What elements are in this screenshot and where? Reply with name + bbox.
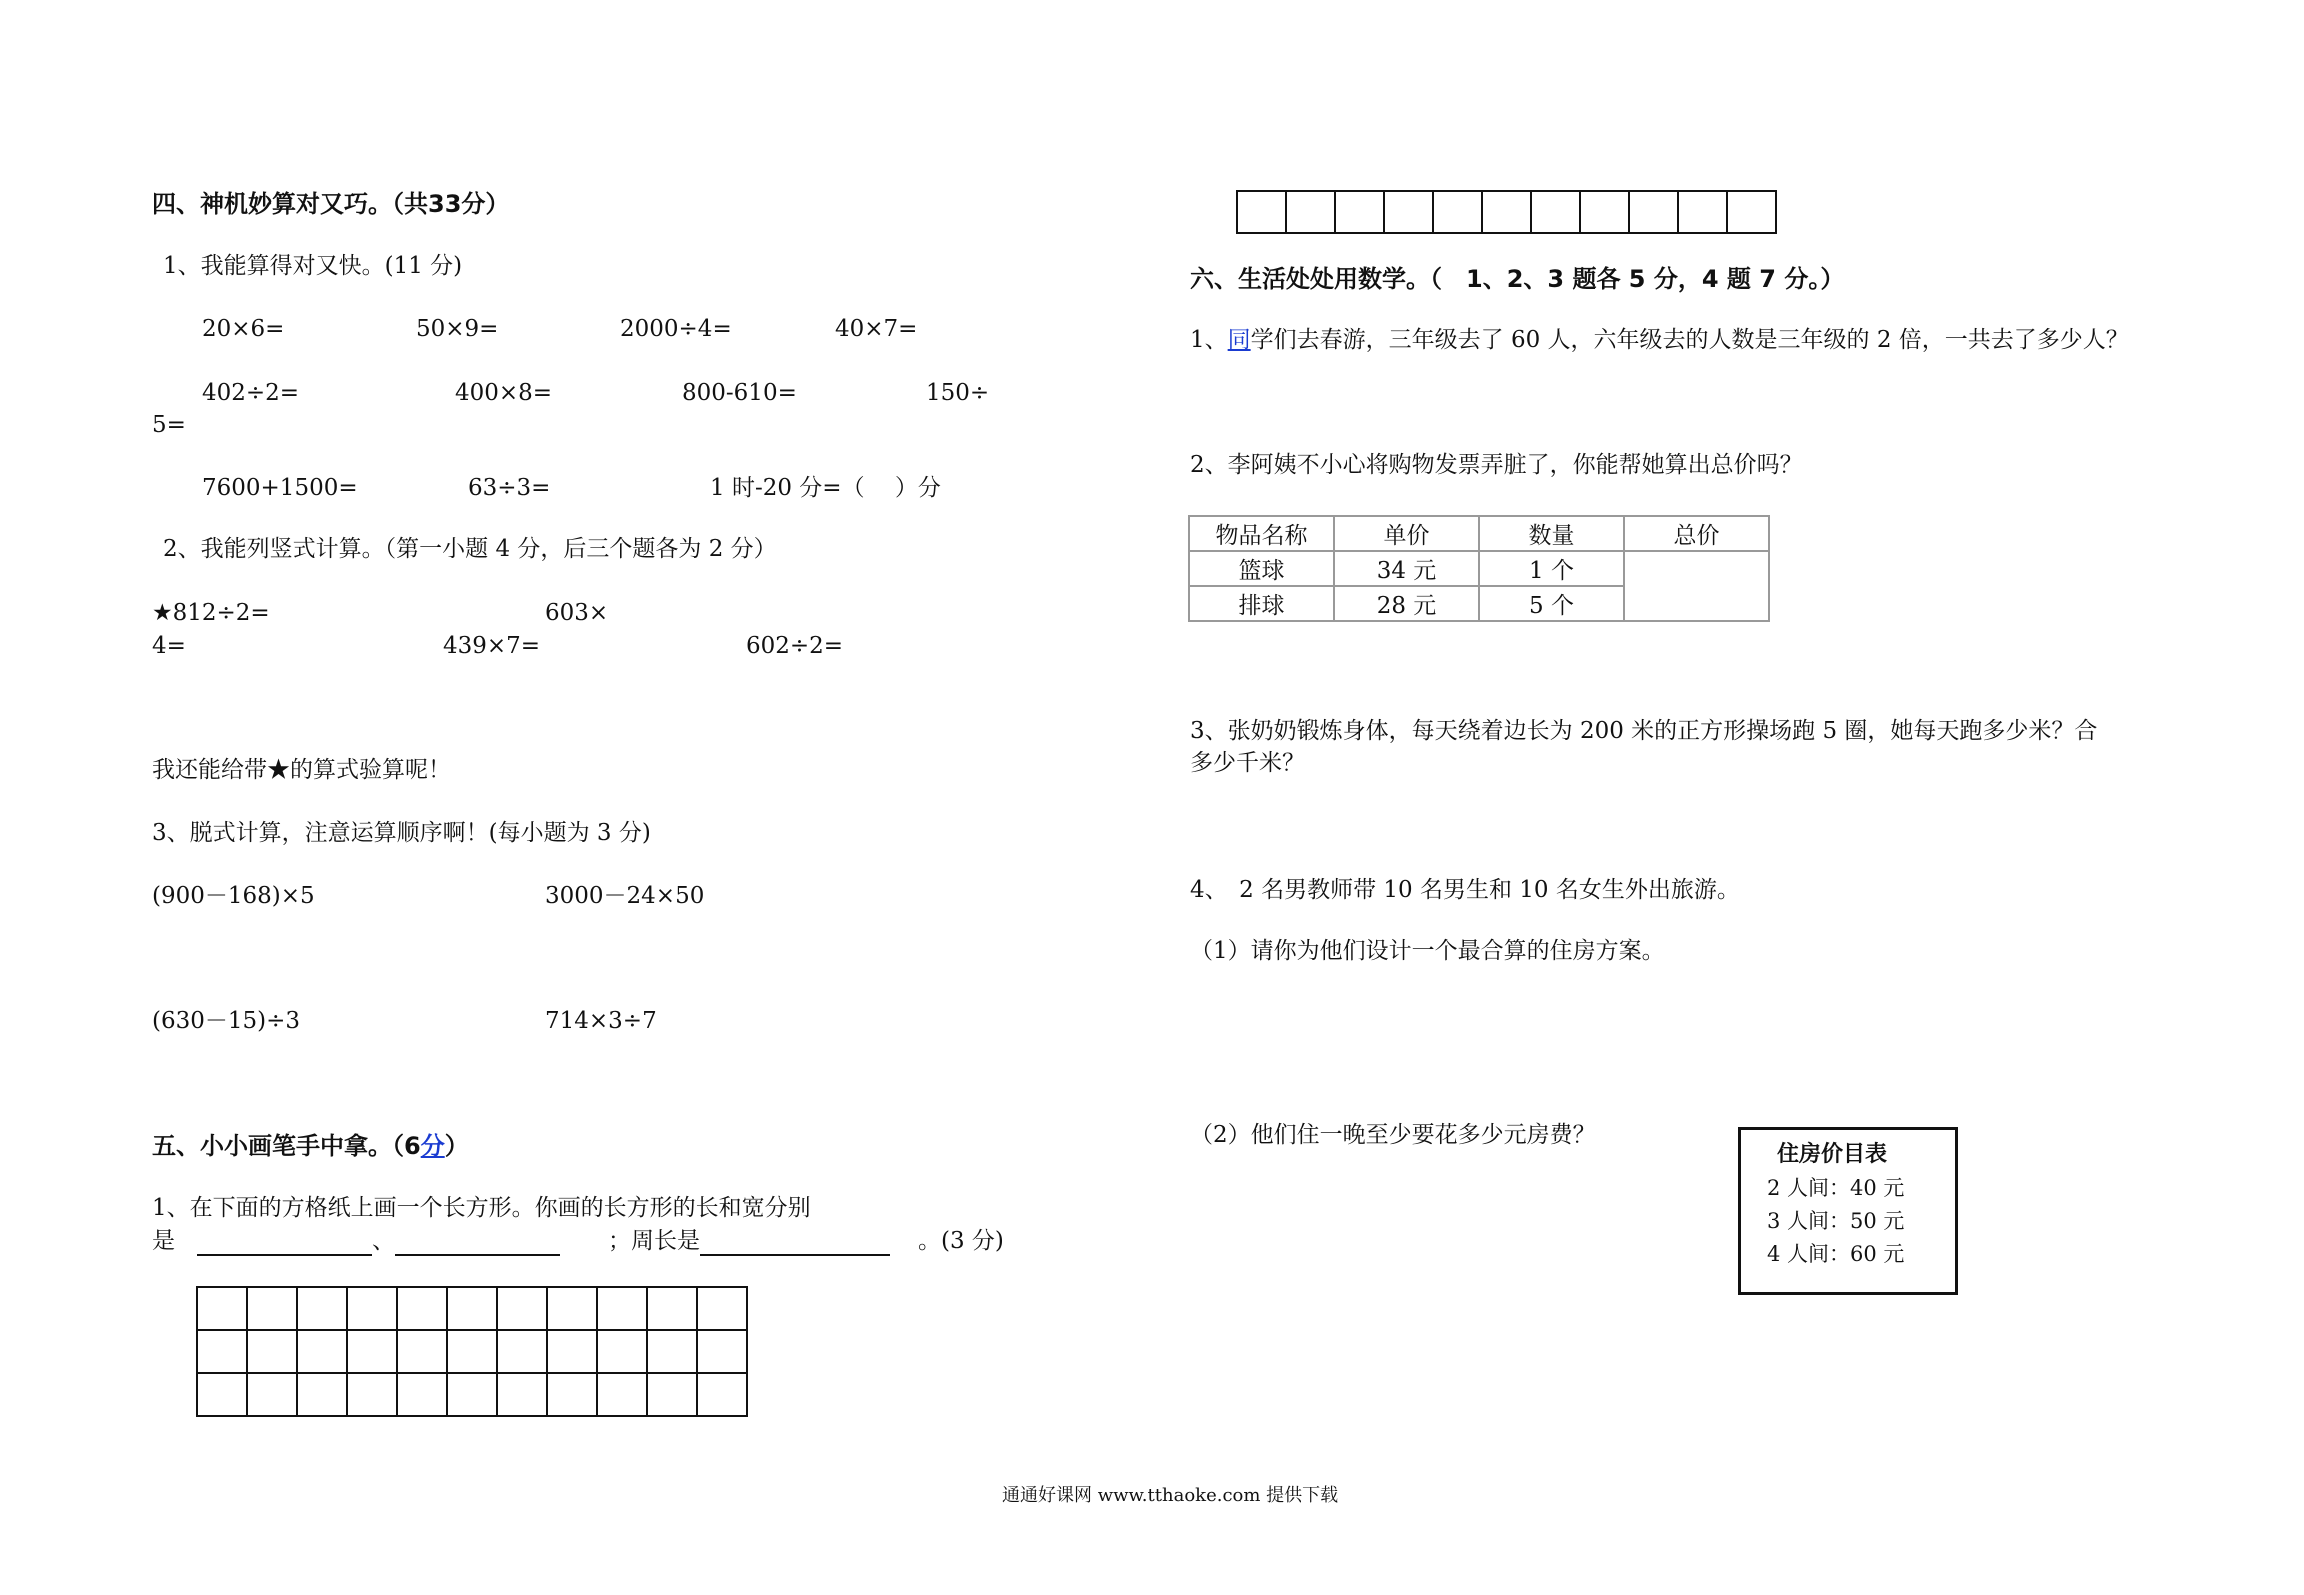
room-price-item: 3 人间：50 元 <box>1767 1209 1905 1233</box>
answer-grid[interactable] <box>1236 190 1777 234</box>
vertical-item: 4= <box>152 633 186 659</box>
s5-q1-line1: 1、在下面的方格纸上画一个长方形。你画的长方形的长和宽分别 <box>152 1195 811 1221</box>
calc-item: 2000÷4= <box>620 316 732 342</box>
section6-title: 六、生活处处用数学。（ 1、2、3 题各 5 分，4 题 7 分。） <box>1190 265 1845 293</box>
header-unit-price: 单价 <box>1334 516 1479 551</box>
calc-item: 63÷3= <box>468 475 551 501</box>
expr-item: 714×3÷7 <box>545 1008 657 1034</box>
expr-item: (900－168)×5 <box>152 883 315 909</box>
calc-item: 150÷ <box>926 380 990 406</box>
calc-item: 40×7= <box>835 316 918 342</box>
perimeter-blank[interactable] <box>700 1230 890 1256</box>
vertical-item: 602÷2= <box>746 633 844 659</box>
invoice-table <box>1188 515 1770 622</box>
calc-item: 50×9= <box>416 316 499 342</box>
calc-item: 1 时-20 分=（ ）分 <box>710 475 941 501</box>
calc-item: 800-610= <box>682 380 797 406</box>
q2-title: 2、我能列竖式计算。（第一小题 4 分，后三个题各为 2 分） <box>163 536 777 562</box>
vertical-item: 439×7= <box>443 633 541 659</box>
table-cell: 5 个 <box>1479 586 1624 621</box>
drawing-grid[interactable] <box>196 1286 748 1417</box>
calc-item: 402÷2= <box>202 380 300 406</box>
header-item-name: 物品名称 <box>1189 516 1334 551</box>
vertical-item: 603× <box>545 600 609 626</box>
check-note: 我还能给带★的算式验算呢！ <box>152 757 451 783</box>
s6-q1: 1、同学们去春游，三年级去了 60 人，六年级去的人数是三年级的 2 倍，一共去了多少人？ <box>1190 327 2129 353</box>
table-cell: 28 元 <box>1334 586 1479 621</box>
calc-item: 7600+1500= <box>202 475 358 501</box>
section4-title: 四、神机妙算对又巧。（共33分） <box>152 190 510 218</box>
calc-item: 400×8= <box>455 380 553 406</box>
s6-q4-2: （2）他们住一晚至少要花多少元房费？ <box>1190 1122 1596 1148</box>
footer-text: 通通好课网 www.tthaoke.com 提供下载 <box>1002 1485 1339 1506</box>
room-price-title: 住房价目表 <box>1777 1142 1888 1167</box>
section5-score-link[interactable]: 分 <box>420 1132 445 1160</box>
header-quantity: 数量 <box>1479 516 1624 551</box>
expr-item: (630－15)÷3 <box>152 1008 301 1034</box>
s6-q4: 4、 2 名男教师带 10 名男生和 10 名女生外出旅游。 <box>1190 877 1740 903</box>
vertical-item: ★812÷2= <box>152 600 270 626</box>
room-price-box <box>1738 1127 1958 1295</box>
s6-q3-line2: 多少千米？ <box>1190 750 1305 776</box>
section5-title: 五、小小画笔手中拿。（6分） <box>152 1132 469 1160</box>
s6-q2: 2、李阿姨不小心将购物发票弄脏了，你能帮她算出总价吗？ <box>1190 452 1803 478</box>
calc-item: 20×6= <box>202 316 285 342</box>
width-blank[interactable] <box>395 1230 560 1256</box>
s6-q1-link[interactable]: 同 <box>1227 327 1251 353</box>
s6-q4-1: （1）请你为他们设计一个最合算的住房方案。 <box>1190 938 1665 964</box>
table-cell: 篮球 <box>1189 551 1334 586</box>
table-cell: 34 元 <box>1334 551 1479 586</box>
total-cell[interactable] <box>1624 551 1769 621</box>
expr-item: 3000－24×50 <box>545 883 705 909</box>
table-cell: 排球 <box>1189 586 1334 621</box>
calc-item: 5= <box>152 412 186 438</box>
header-total: 总价 <box>1624 516 1769 551</box>
s6-q3-line1: 3、张奶奶锻炼身体，每天绕着边长为 200 米的正方形操场跑 5 圈，她每天跑多少米？合 <box>1190 718 2098 744</box>
table-cell: 1 个 <box>1479 551 1624 586</box>
room-price-item: 4 人间：60 元 <box>1767 1242 1905 1266</box>
q3-title: 3、脱式计算，注意运算顺序啊！(每小题为 3 分) <box>152 820 651 846</box>
length-blank[interactable] <box>197 1230 372 1256</box>
room-price-item: 2 人间：40 元 <box>1767 1176 1905 1200</box>
s5-q1-line2: 是 、 ；周长是 。(3 分) <box>152 1228 1004 1254</box>
q1-title: 1、我能算得对又快。(11 分) <box>163 253 463 279</box>
